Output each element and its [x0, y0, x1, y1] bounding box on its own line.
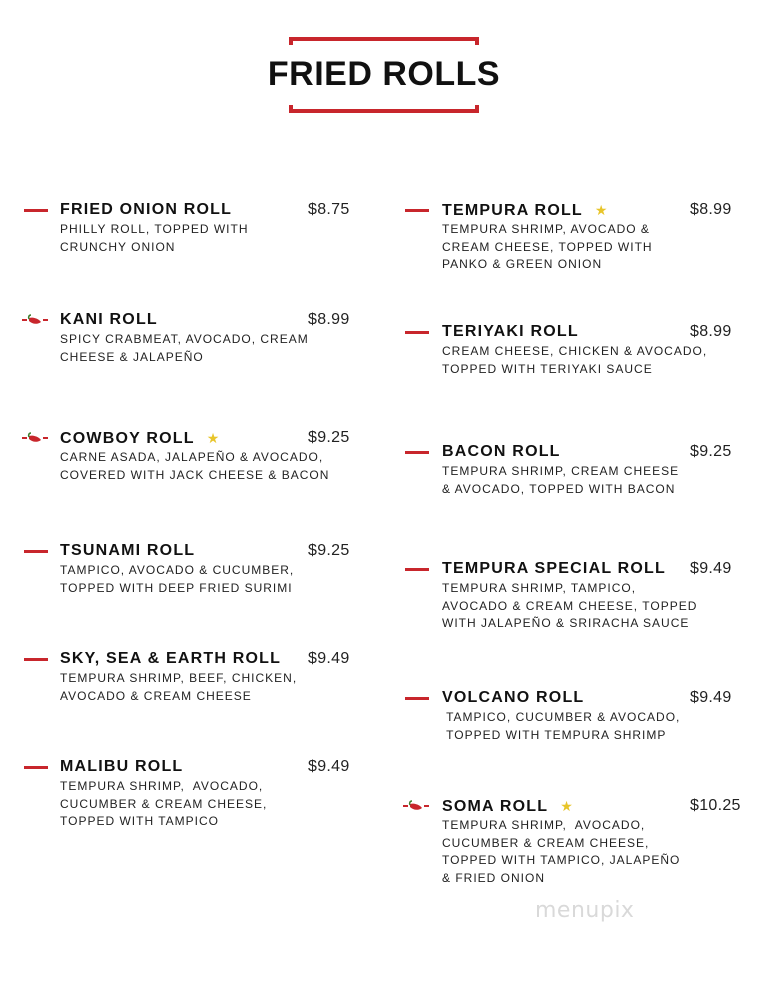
item-description-line: CRUNCHY ONION — [60, 239, 176, 254]
red-dash-marker — [24, 550, 48, 553]
item-name: VOLCANO ROLL — [442, 689, 585, 706]
item-price: $9.49 — [690, 560, 732, 577]
item-name: TERIYAKI ROLL — [442, 323, 579, 340]
item-description-line: TEMPURA SHRIMP, CREAM CHEESE — [442, 464, 680, 478]
item-description-line: TOPPED WITH TAMPICO — [60, 814, 220, 829]
item-description-line: TEMPURA SHRIMP, AVOCADO, — [60, 779, 264, 793]
red-dash-marker — [405, 451, 429, 454]
item-description-line: TOPPED WITH TEMPURA SHRIMP — [442, 727, 667, 742]
star-icon: ★ — [560, 798, 574, 814]
item-description-line: COVERED WITH JACK CHEESE & BACON — [60, 467, 330, 482]
item-description-line: PHILLY ROLL, TOPPED WITH — [60, 222, 249, 236]
item-price: $9.49 — [690, 689, 732, 706]
chili-pepper-icon — [403, 799, 429, 813]
item-description-line: & FRIED ONION — [442, 870, 546, 885]
item-price: $9.25 — [690, 443, 732, 460]
item-name: SKY, SEA & EARTH ROLL — [60, 650, 282, 667]
star-icon: ★ — [594, 202, 609, 218]
item-name: BACON ROLL — [442, 443, 561, 460]
red-dash-marker — [405, 697, 429, 700]
red-dash-marker — [405, 209, 429, 212]
item-description-line: CUCUMBER & CREAM CHEESE, — [60, 796, 268, 811]
item-name: SOMA ROLL ★ — [442, 798, 574, 815]
item-price: $8.99 — [308, 311, 350, 328]
item-description-line: WITH JALAPEÑO & SRIRACHA SAUCE — [442, 616, 690, 631]
item-price: $9.49 — [308, 650, 350, 667]
red-dash-marker — [24, 658, 48, 661]
item-description-line: TEMPURA SHRIMP, AVOCADO, — [442, 818, 646, 832]
chili-pepper-icon — [22, 431, 48, 445]
red-dash-marker — [405, 331, 429, 334]
item-description-line: CARNE ASADA, JALAPEÑO & AVOCADO, — [60, 450, 324, 464]
item-name: TEMPURA ROLL ★ — [442, 202, 609, 219]
item-price: $8.99 — [690, 323, 732, 340]
item-description-line: CREAM CHEESE, TOPPED WITH — [442, 239, 653, 254]
item-name: TEMPURA SPECIAL ROLL — [442, 560, 667, 577]
red-dash-marker — [24, 766, 48, 769]
item-description-line: TAMPICO, CUCUMBER & AVOCADO, — [442, 710, 681, 724]
item-name: TSUNAMI ROLL — [60, 542, 196, 559]
red-dash-marker — [24, 209, 48, 212]
item-name: COWBOY ROLL ★ — [60, 430, 221, 447]
page-title: FRIED ROLLS — [224, 54, 544, 94]
item-description-line: AVOCADO & CREAM CHEESE, TOPPED — [442, 598, 698, 613]
item-price: $8.99 — [690, 201, 732, 218]
red-dash-marker — [405, 568, 429, 571]
item-description-line: PANKO & GREEN ONION — [442, 257, 603, 272]
item-price: $10.25 — [690, 797, 741, 814]
item-description-line: TEMPURA SHRIMP, TAMPICO, — [442, 581, 637, 595]
item-description-line: & AVOCADO, TOPPED WITH BACON — [442, 481, 676, 496]
item-description-line: CHEESE & JALAPEÑO — [60, 349, 204, 364]
item-name: KANI ROLL — [60, 311, 158, 328]
item-price: $9.25 — [308, 542, 350, 559]
watermark: menupix — [535, 898, 635, 923]
item-description-line: TOPPED WITH TAMPICO, JALAPEÑO — [442, 853, 681, 868]
item-description-line: CREAM CHEESE, CHICKEN & AVOCADO, — [442, 344, 708, 358]
item-description-line: CUCUMBER & CREAM CHEESE, — [442, 835, 650, 850]
item-price: $9.49 — [308, 758, 350, 775]
item-description-line: TEMPURA SHRIMP, AVOCADO & — [442, 222, 650, 236]
item-description-line: TEMPURA SHRIMP, BEEF, CHICKEN, — [60, 671, 298, 685]
item-price: $9.25 — [308, 429, 350, 446]
item-name: MALIBU ROLL — [60, 758, 184, 775]
item-description-line: SPICY CRABMEAT, AVOCADO, CREAM — [60, 332, 309, 346]
item-description-line: TOPPED WITH DEEP FRIED SURIMI — [60, 580, 293, 595]
item-name: FRIED ONION ROLL — [60, 201, 233, 218]
item-description-line: TAMPICO, AVOCADO & CUCUMBER, — [60, 563, 295, 577]
item-price: $8.75 — [308, 201, 350, 218]
item-description-line: TOPPED WITH TERIYAKI SAUCE — [442, 361, 653, 376]
star-icon: ★ — [206, 430, 221, 446]
chili-pepper-icon — [22, 313, 48, 327]
item-description-line: AVOCADO & CREAM CHEESE — [60, 688, 252, 703]
